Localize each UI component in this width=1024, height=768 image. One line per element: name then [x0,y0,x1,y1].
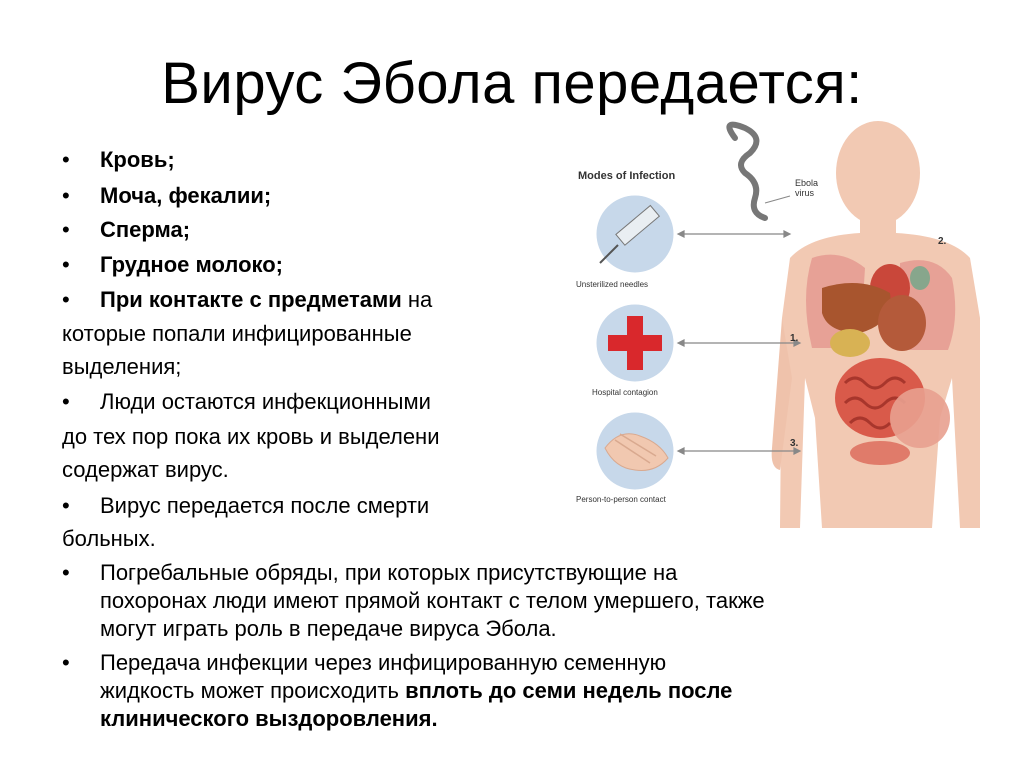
bullet-text: Грудное молоко; [100,252,283,277]
bullet-text: Передача инфекции через инфицированную семенную [100,650,667,675]
bullet-text: до тех пор пока их кровь и выделени [62,424,440,449]
bullet-text: Вирус передается после смерти [100,493,430,518]
needles-label: Unsterilized needles [576,280,649,289]
virus-pointer-line [765,196,790,203]
marker-number-2: 2. [938,236,947,247]
virus-label: Ebola virus [795,178,819,198]
bullet-marker: • [62,560,70,585]
person-contact-label: Person-to-person contact [576,495,666,504]
slide-title: Вирус Эбола передается: [161,51,863,116]
bullet-text: похоронах люди имеют прямой контакт с телом умершего, также [100,588,765,613]
bullet-marker: • [62,183,70,208]
bullet-text: содержат вирус. [62,457,229,482]
bullet-text: клинического выздоровления. [100,706,438,731]
figure-title: Modes of Infection [578,170,676,182]
bullet-text: Кровь; [100,147,175,172]
bold-phrase: При контакте с предметами [100,287,402,312]
bullet-marker: • [62,252,70,277]
marker-number-3: 3. [790,438,799,449]
bullet-text [100,287,432,313]
bullet-text: Люди остаются инфекционными [100,389,431,414]
syringe-icon [595,194,675,274]
bullet-marker: • [62,389,70,414]
bullet-marker: • [62,493,70,518]
bullet-text: выделения; [62,354,182,379]
text-run: на [401,287,433,312]
bullet-text: Погребальные обряды, при которых присутствующие на [100,560,678,585]
red-cross-icon [595,303,675,383]
bullet-marker: • [62,287,70,312]
ebola-virus-icon [729,125,765,218]
bold-phrase: вплоть до семи недель после [405,678,733,703]
bullet-marker: • [62,650,70,675]
kidney [890,388,950,448]
infection-modes-illustration [560,118,980,528]
bullet-text: Моча, фекалии; [100,183,272,208]
bullet-marker: • [62,217,70,242]
marker-number-1: 1. [790,333,799,344]
bullet-marker: • [62,147,70,172]
bullet-text: которые попали инфицированные [62,321,412,346]
bullet-text: могут играть роль в передаче вируса Эбола. [100,616,557,641]
bullet-text: Сперма; [100,217,191,242]
bullet-text [100,678,732,704]
handshake-icon [595,411,675,491]
bullet-text: больных. [62,526,156,551]
text-run: жидкость может происходить [100,678,406,703]
hospital-label: Hospital contagion [592,388,658,397]
